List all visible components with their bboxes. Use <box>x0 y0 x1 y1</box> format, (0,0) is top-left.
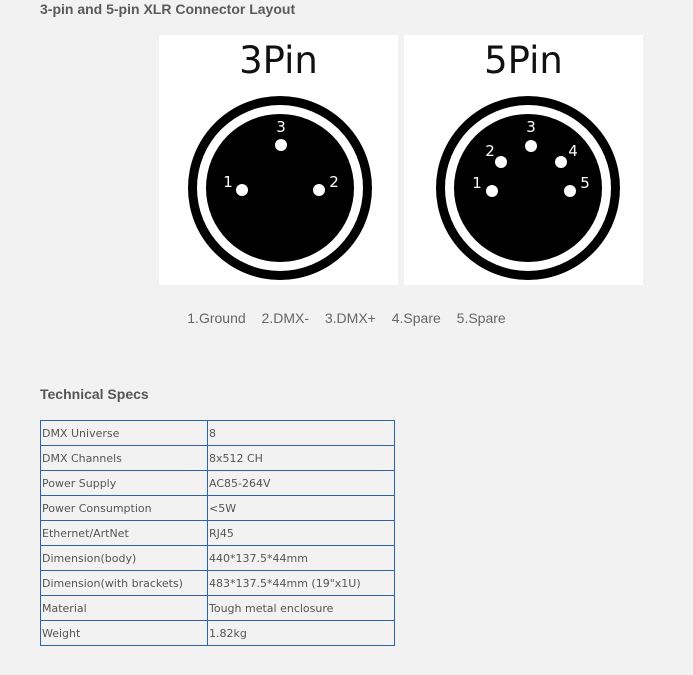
connector-5pin-label-1: 1 <box>472 174 482 192</box>
pin-legend-item: 2.DMX- <box>261 310 309 326</box>
spec-value: 440*137.5*44mm <box>208 546 395 571</box>
spec-label: Material <box>41 596 208 621</box>
connector-5pin-title: 5Pin <box>484 39 563 82</box>
pin-legend-item: 4.Spare <box>391 310 441 326</box>
connector-3pin-label-3: 3 <box>276 118 286 136</box>
spec-value: 483*137.5*44mm (19"x1U) <box>208 571 395 596</box>
table-row <box>41 421 395 446</box>
spec-value: 8 <box>208 421 395 446</box>
spec-label: Weight <box>41 621 208 646</box>
spec-value: Tough metal enclosure <box>208 596 395 621</box>
spec-label: Dimension(with brackets) <box>41 571 208 596</box>
table-row <box>41 596 395 621</box>
spec-value: <5W <box>208 496 395 521</box>
connector-3pin-title: 3Pin <box>239 39 318 82</box>
connector-5pin-image <box>404 35 643 285</box>
connector-5pin-label-4: 4 <box>568 142 578 160</box>
connector-3pin-pin-1 <box>236 184 248 196</box>
spec-value: 8x512 CH <box>208 446 395 471</box>
connector-5pin-pin-1 <box>486 185 498 197</box>
spec-label: Power Consumption <box>41 496 208 521</box>
connector-5pin-label-3: 3 <box>526 118 536 136</box>
specs-title: Technical Specs <box>40 386 149 402</box>
connector-3pin-label-2: 2 <box>329 173 339 191</box>
connector-5pin-pin-4 <box>555 156 567 168</box>
table-row <box>41 446 395 471</box>
spec-label: DMX Channels <box>41 446 208 471</box>
spec-label: Ethernet/ArtNet <box>41 521 208 546</box>
connector-5pin-pin-5 <box>564 185 576 197</box>
connector-5pin-label-2: 2 <box>485 142 495 160</box>
table-row <box>41 521 395 546</box>
connector-5pin-pin-3 <box>525 140 537 152</box>
connector-3pin-pin-2 <box>313 184 325 196</box>
spec-label: Power Supply <box>41 471 208 496</box>
connector-3pin-diagram <box>159 35 398 285</box>
connector-5pin-pin-2 <box>495 156 507 168</box>
connector-3pin-image <box>159 35 398 285</box>
pin-legend-item: 3.DMX+ <box>324 310 376 326</box>
pin-legend-item: 5.Spare <box>456 310 506 326</box>
spec-value: 1.82kg <box>208 621 395 646</box>
connector-5pin-diagram <box>404 35 643 285</box>
connector-3pin-label-1: 1 <box>223 173 233 191</box>
spec-label: Dimension(body) <box>41 546 208 571</box>
table-row <box>41 571 395 596</box>
table-row <box>41 496 395 521</box>
spec-label: DMX Universe <box>41 421 208 446</box>
pin-legend <box>0 310 693 326</box>
table-row <box>41 546 395 571</box>
section-heading: 3-pin and 5-pin XLR Connector Layout <box>40 1 296 17</box>
connector-3pin-pin-3 <box>275 139 287 151</box>
table-row <box>41 471 395 496</box>
spec-value: RJ45 <box>208 521 395 546</box>
connector-5pin-label-5: 5 <box>580 174 590 192</box>
pin-legend-item: 1.Ground <box>187 310 246 326</box>
spec-value: AC85-264V <box>208 471 395 496</box>
table-row <box>41 621 395 646</box>
specs-table <box>40 420 395 646</box>
